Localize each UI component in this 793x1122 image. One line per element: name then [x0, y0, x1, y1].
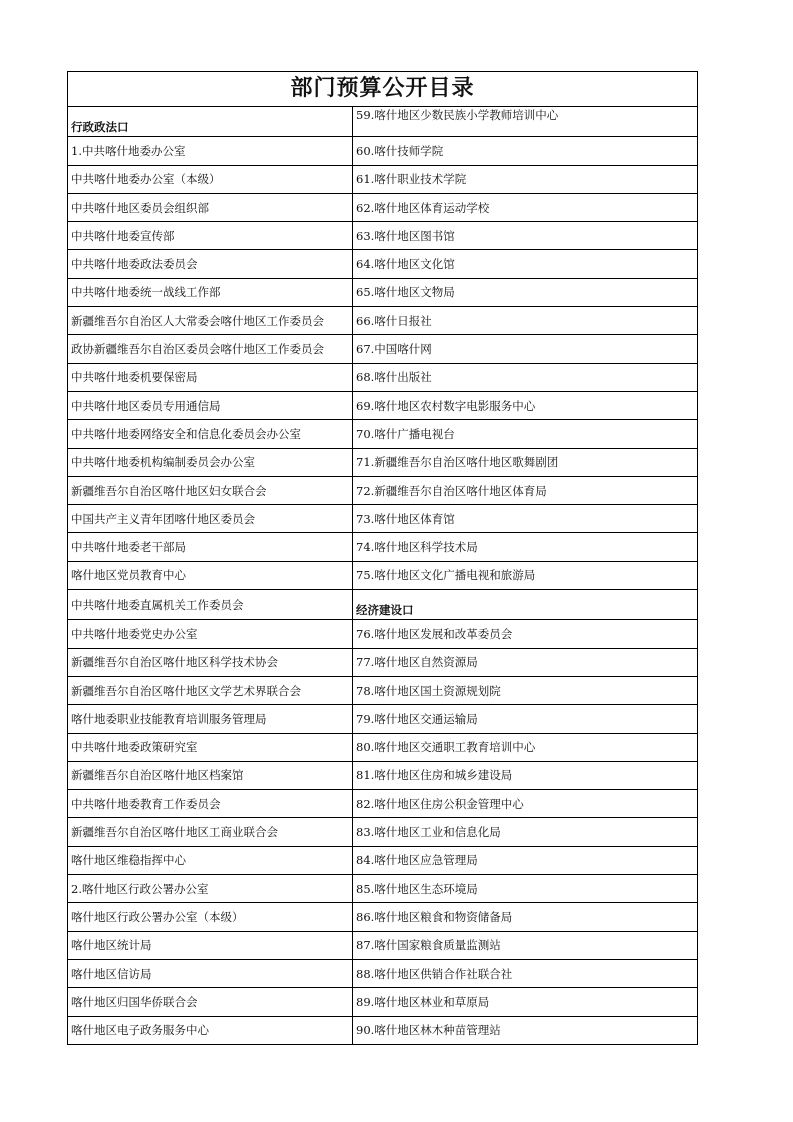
directory-entry: 中共喀什地委机构编制委员会办公室	[68, 448, 353, 476]
table-row	[68, 165, 697, 193]
table-row	[68, 733, 697, 761]
directory-entry: 68.喀什出版社	[353, 363, 698, 391]
directory-entry: 中共喀什地委机要保密局	[68, 363, 353, 391]
directory-entry: 87.喀什国家粮食质量监测站	[353, 931, 698, 959]
directory-entry: 政协新疆维吾尔自治区委员会喀什地区工作委员会	[68, 335, 353, 363]
directory-entry: 65.喀什地区文物局	[353, 278, 698, 306]
directory-entry: 中共喀什地委办公室（本级）	[68, 165, 353, 193]
directory-entry: 84.喀什地区应急管理局	[353, 846, 698, 874]
directory-entry: 66.喀什日报社	[353, 307, 698, 335]
table-row	[68, 533, 697, 561]
directory-entry: 79.喀什地区交通运输局	[353, 705, 698, 733]
table-row	[68, 931, 697, 959]
table-row	[68, 1016, 697, 1044]
directory-entry: 中共喀什地委老干部局	[68, 533, 353, 561]
table-row	[68, 818, 697, 846]
directory-entry: 72.新疆维吾尔自治区喀什地区体育局	[353, 476, 698, 504]
table-row	[68, 988, 697, 1016]
directory-document	[67, 71, 698, 1045]
directory-entry: 喀什地区统计局	[68, 931, 353, 959]
directory-entry: 82.喀什地区住房公积金管理中心	[353, 790, 698, 818]
directory-entry: 73.喀什地区体育馆	[353, 505, 698, 533]
directory-entry: 新疆维吾尔自治区喀什地区文学艺术界联合会	[68, 676, 353, 704]
table-row	[68, 476, 697, 504]
table-row	[68, 391, 697, 419]
table-row	[68, 448, 697, 476]
directory-entry: 86.喀什地区粮食和物资储备局	[353, 903, 698, 931]
directory-entry: 喀什地区党员教育中心	[68, 561, 353, 589]
directory-entry: 70.喀什广播电视台	[353, 420, 698, 448]
directory-rows	[68, 107, 697, 1044]
directory-entry: 中共喀什地委党史办公室	[68, 620, 353, 648]
directory-entry: 新疆维吾尔自治区喀什地区科学技术协会	[68, 648, 353, 676]
directory-entry: 中共喀什地委直属机关工作委员会	[68, 590, 353, 620]
directory-entry: 新疆维吾尔自治区喀什地区工商业联合会	[68, 818, 353, 846]
table-row	[68, 846, 697, 874]
directory-entry: 63.喀什地区图书馆	[353, 222, 698, 250]
table-row	[68, 505, 697, 533]
page-title: 部门预算公开目录	[68, 72, 697, 107]
directory-entry: 61.喀什职业技术学院	[353, 165, 698, 193]
table-row	[68, 193, 697, 221]
table-row	[68, 335, 697, 363]
section-heading: 经济建设口	[353, 590, 698, 620]
table-row	[68, 107, 697, 137]
directory-entry: 81.喀什地区住房和城乡建设局	[353, 761, 698, 789]
directory-entry: 中共喀什地委网络安全和信息化委员会办公室	[68, 420, 353, 448]
directory-entry: 75.喀什地区文化广播电视和旅游局	[353, 561, 698, 589]
directory-entry: 新疆维吾尔自治区喀什地区妇女联合会	[68, 476, 353, 504]
directory-entry: 中共喀什地区委员专用通信局	[68, 391, 353, 419]
directory-entry: 69.喀什地区农村数字电影服务中心	[353, 391, 698, 419]
directory-entry: 中共喀什地委教育工作委员会	[68, 790, 353, 818]
directory-table	[68, 107, 697, 1044]
table-row	[68, 648, 697, 676]
table-row	[68, 307, 697, 335]
table-row	[68, 561, 697, 589]
directory-entry: 64.喀什地区文化馆	[353, 250, 698, 278]
table-row	[68, 903, 697, 931]
table-row	[68, 875, 697, 903]
directory-entry: 62.喀什地区体育运动学校	[353, 193, 698, 221]
table-row	[68, 250, 697, 278]
directory-entry: 喀什地委职业技能教育培训服务管理局	[68, 705, 353, 733]
table-row	[68, 278, 697, 306]
directory-entry: 88.喀什地区供销合作社联合社	[353, 959, 698, 987]
directory-entry: 78.喀什地区国土资源规划院	[353, 676, 698, 704]
directory-entry: 中国共产主义青年团喀什地区委员会	[68, 505, 353, 533]
directory-entry: 新疆维吾尔自治区人大常委会喀什地区工作委员会	[68, 307, 353, 335]
directory-entry: 喀什地区信访局	[68, 959, 353, 987]
directory-entry: 新疆维吾尔自治区喀什地区档案馆	[68, 761, 353, 789]
directory-entry: 67.中国喀什网	[353, 335, 698, 363]
directory-entry: 90.喀什地区林木种苗管理站	[353, 1016, 698, 1044]
directory-entry: 喀什地区电子政务服务中心	[68, 1016, 353, 1044]
directory-entry: 80.喀什地区交通职工教育培训中心	[353, 733, 698, 761]
directory-entry: 71.新疆维吾尔自治区喀什地区歌舞剧团	[353, 448, 698, 476]
directory-entry: 中共喀什地区委员会组织部	[68, 193, 353, 221]
table-row	[68, 705, 697, 733]
table-row	[68, 222, 697, 250]
table-row	[68, 363, 697, 391]
table-row	[68, 590, 697, 620]
directory-entry: 89.喀什地区林业和草原局	[353, 988, 698, 1016]
directory-entry: 1.中共喀什地委办公室	[68, 137, 353, 165]
section-heading: 行政政法口	[68, 107, 353, 137]
table-row	[68, 959, 697, 987]
table-row	[68, 137, 697, 165]
directory-entry: 喀什地区维稳指挥中心	[68, 846, 353, 874]
directory-entry: 59.喀什地区少数民族小学教师培训中心	[356, 108, 559, 122]
table-row	[68, 790, 697, 818]
table-row	[68, 420, 697, 448]
table-row	[68, 620, 697, 648]
directory-entry: 中共喀什地委宣传部	[68, 222, 353, 250]
directory-entry: 83.喀什地区工业和信息化局	[353, 818, 698, 846]
directory-entry: 喀什地区行政公署办公室（本级）	[68, 903, 353, 931]
table-row	[68, 761, 697, 789]
directory-entry: 74.喀什地区科学技术局	[353, 533, 698, 561]
directory-entry: 85.喀什地区生态环境局	[353, 875, 698, 903]
directory-entry: 中共喀什地委政法委员会	[68, 250, 353, 278]
directory-entry: 76.喀什地区发展和改革委员会	[353, 620, 698, 648]
directory-entry: 60.喀什技师学院	[353, 137, 698, 165]
directory-entry: 2.喀什地区行政公署办公室	[68, 875, 353, 903]
table-row	[68, 676, 697, 704]
directory-entry: 喀什地区归国华侨联合会	[68, 988, 353, 1016]
directory-entry: 中共喀什地委统一战线工作部	[68, 278, 353, 306]
directory-entry: 中共喀什地委政策研究室	[68, 733, 353, 761]
directory-entry: 77.喀什地区自然资源局	[353, 648, 698, 676]
